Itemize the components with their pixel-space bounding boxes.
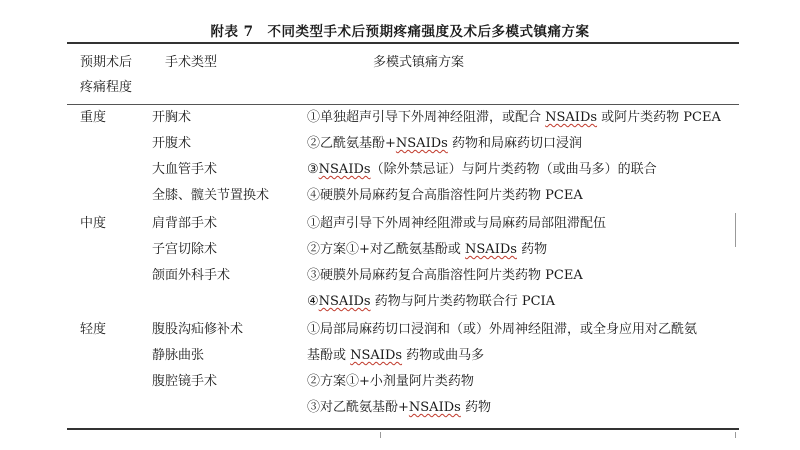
plan-line: [307, 374, 474, 390]
plan-text: 药物或曲马多: [402, 348, 485, 363]
plan-text: ③: [307, 162, 319, 177]
plan-line: [307, 242, 547, 258]
pain-level-mild: 轻度: [80, 322, 107, 337]
plan-line: [307, 162, 657, 178]
plan-text: ②方案①+小剂量阿片类药物: [307, 374, 474, 389]
plan-line: [307, 216, 606, 232]
column-marker: [380, 432, 381, 438]
margin-marker: [735, 213, 736, 247]
surgery-item: 子宫切除术: [152, 242, 218, 257]
surgery-item: 腹股沟疝修补术: [152, 322, 244, 337]
plan-text: ④硬膜外局麻药复合高脂溶性阿片类药物 PCEA: [307, 188, 583, 203]
plan-line: [307, 294, 555, 310]
plan-text: 药物: [460, 400, 491, 415]
plan-text: 基酚或: [307, 348, 351, 363]
plan-line: [307, 188, 583, 204]
header-pain-level-line2: 疼痛程度: [80, 80, 133, 95]
plan-text: ①单独超声引导下外周神经阻滞，或配合: [307, 110, 546, 125]
table-title: [0, 20, 800, 40]
surgery-item: 腹腔镜手术: [152, 374, 218, 389]
header-rule: [67, 104, 739, 105]
plan-line: [307, 268, 583, 284]
pain-level-severe: 重度: [80, 110, 107, 125]
plan-line: [307, 110, 721, 126]
header-analgesia-plan: 多模式镇痛方案: [373, 55, 465, 70]
column-marker: [735, 432, 736, 438]
plan-text: 或阿片类药物 PCEA: [597, 110, 721, 125]
plan-text: ①超声引导下外周神经阻滞或与局麻药局部阻滞配伍: [307, 216, 607, 231]
plan-text: 药物和局麻药切口浸润: [447, 136, 582, 151]
header-pain-level-line1: 预期术后: [80, 55, 133, 70]
surgery-item: 大血管手术: [152, 162, 218, 177]
table-title-text: 不同类型手术后预期疼痛强度及术后多模式镇痛方案: [267, 24, 590, 40]
pain-level-moderate: 中度: [80, 216, 107, 231]
plan-text: ①局部局麻药切口浸润和（或）外周神经阻滞，或全身应用对乙酰氨: [307, 322, 698, 337]
plan-text: （除外禁忌证）与阿片类药物（或曲马多）的联合: [370, 162, 657, 177]
surgery-item: 颌面外科手术: [152, 268, 231, 283]
surgery-item: 全膝、髋关节置换术: [152, 188, 270, 203]
table-top-rule: [67, 42, 739, 44]
plan-line: [307, 322, 697, 338]
nsaids-term: NSAIDs: [408, 400, 461, 415]
plan-text: ③对乙酰氨基酚+: [307, 400, 409, 415]
plan-text: ④: [307, 294, 319, 309]
header-surgery-type: 手术类型: [165, 55, 218, 70]
nsaids-term: NSAIDs: [395, 136, 448, 151]
plan-text: ②乙酰氨基酚+: [307, 136, 396, 151]
plan-text: 药物: [516, 242, 548, 257]
surgery-item: 开胸术: [152, 110, 192, 125]
plan-text: ③硬膜外局麻药复合高脂溶性阿片类药物 PCEA: [307, 268, 583, 283]
plan-line: [307, 400, 491, 416]
surgery-item: 肩背部手术: [152, 216, 218, 231]
surgery-item: 静脉曲张: [152, 348, 205, 363]
nsaids-term: NSAIDs: [318, 294, 371, 309]
plan-text: ②方案①+对乙酰氨基酚或: [307, 242, 466, 257]
plan-text: 药物与阿片类药物联合行 PCIA: [370, 294, 556, 309]
nsaids-term: NSAIDs: [545, 110, 598, 125]
plan-line: [307, 348, 484, 364]
nsaids-term: NSAIDs: [465, 242, 517, 257]
table-bottom-rule: [67, 428, 739, 430]
plan-line: [307, 136, 582, 152]
surgery-item: 开腹术: [152, 136, 192, 151]
nsaids-term: NSAIDs: [350, 348, 403, 363]
nsaids-term: NSAIDs: [318, 162, 371, 177]
table-number: 附表 7: [210, 24, 254, 40]
